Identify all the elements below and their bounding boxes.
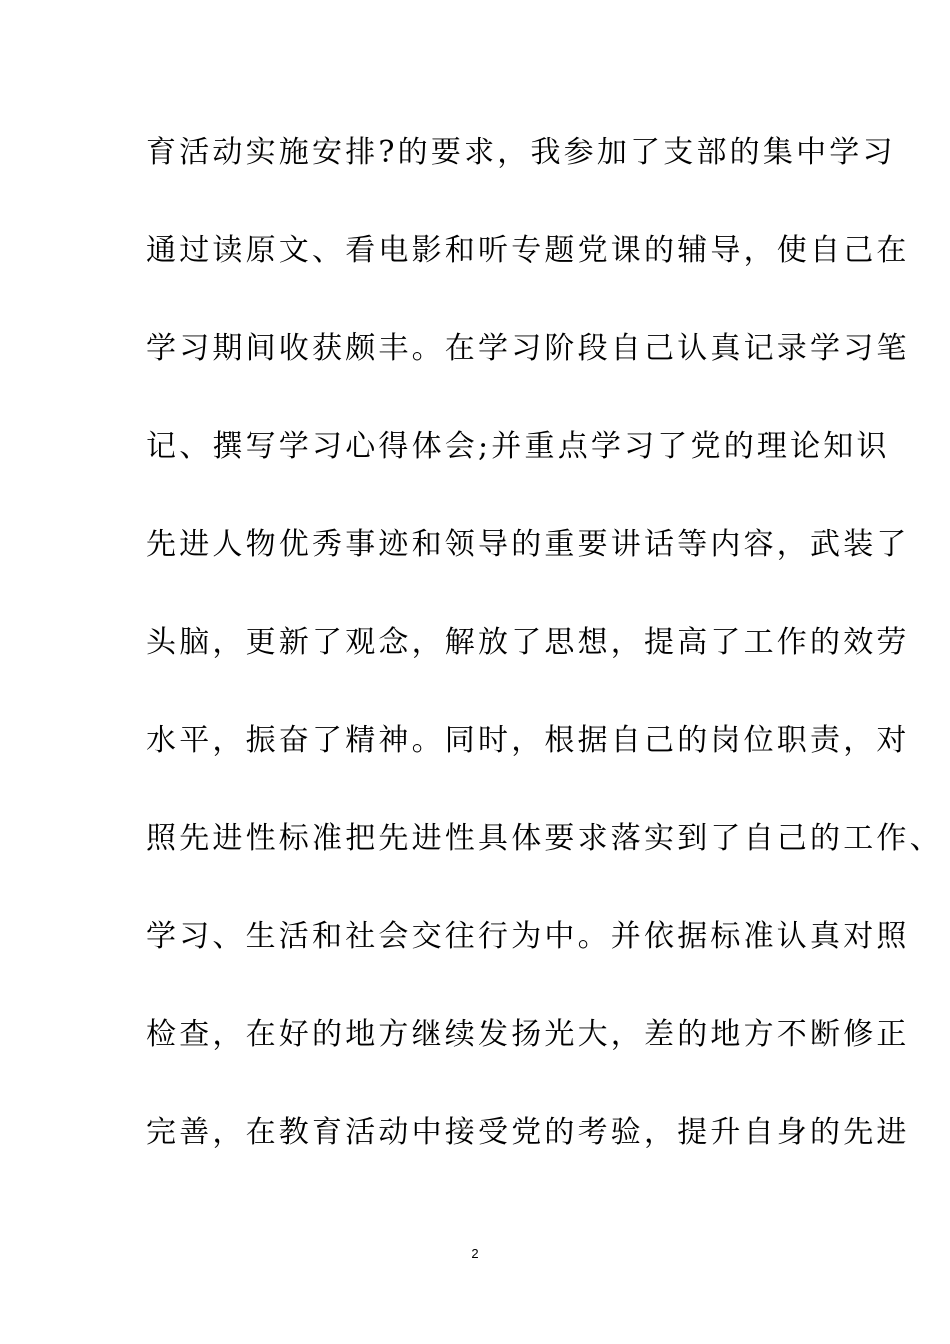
- text-line-8: 照先进性标准把先进性具体要求落实到了自己的工作、: [146, 821, 943, 856]
- text-line-10: 检查，在好的地方继续发扬光大，差的地方不断修正: [146, 1017, 910, 1052]
- text-line-9: 学习、生活和社会交往行为中。并依据标准认真对照: [146, 919, 910, 954]
- text-line-1: 育活动实施安排?的要求，我参加了支部的集中学习: [146, 135, 896, 170]
- text-line-6: 头脑，更新了观念，解放了思想，提高了工作的效劳: [146, 625, 910, 660]
- page-number: 2: [471, 1246, 479, 1261]
- text-line-11: 完善，在教育活动中接受党的考验，提升自身的先进: [146, 1115, 910, 1150]
- text-line-7: 水平，振奋了精神。同时，根据自己的岗位职责，对: [146, 723, 910, 758]
- text-line-4: 记、撰写学习心得体会;并重点学习了党的理论知识: [146, 429, 890, 464]
- text-line-3: 学习期间收获颇丰。在学习阶段自己认真记录学习笔: [146, 331, 910, 366]
- text-line-5: 先进人物优秀事迹和领导的重要讲话等内容，武装了: [146, 527, 910, 562]
- text-line-2: 通过读原文、看电影和听专题党课的辅导，使自己在: [146, 233, 910, 268]
